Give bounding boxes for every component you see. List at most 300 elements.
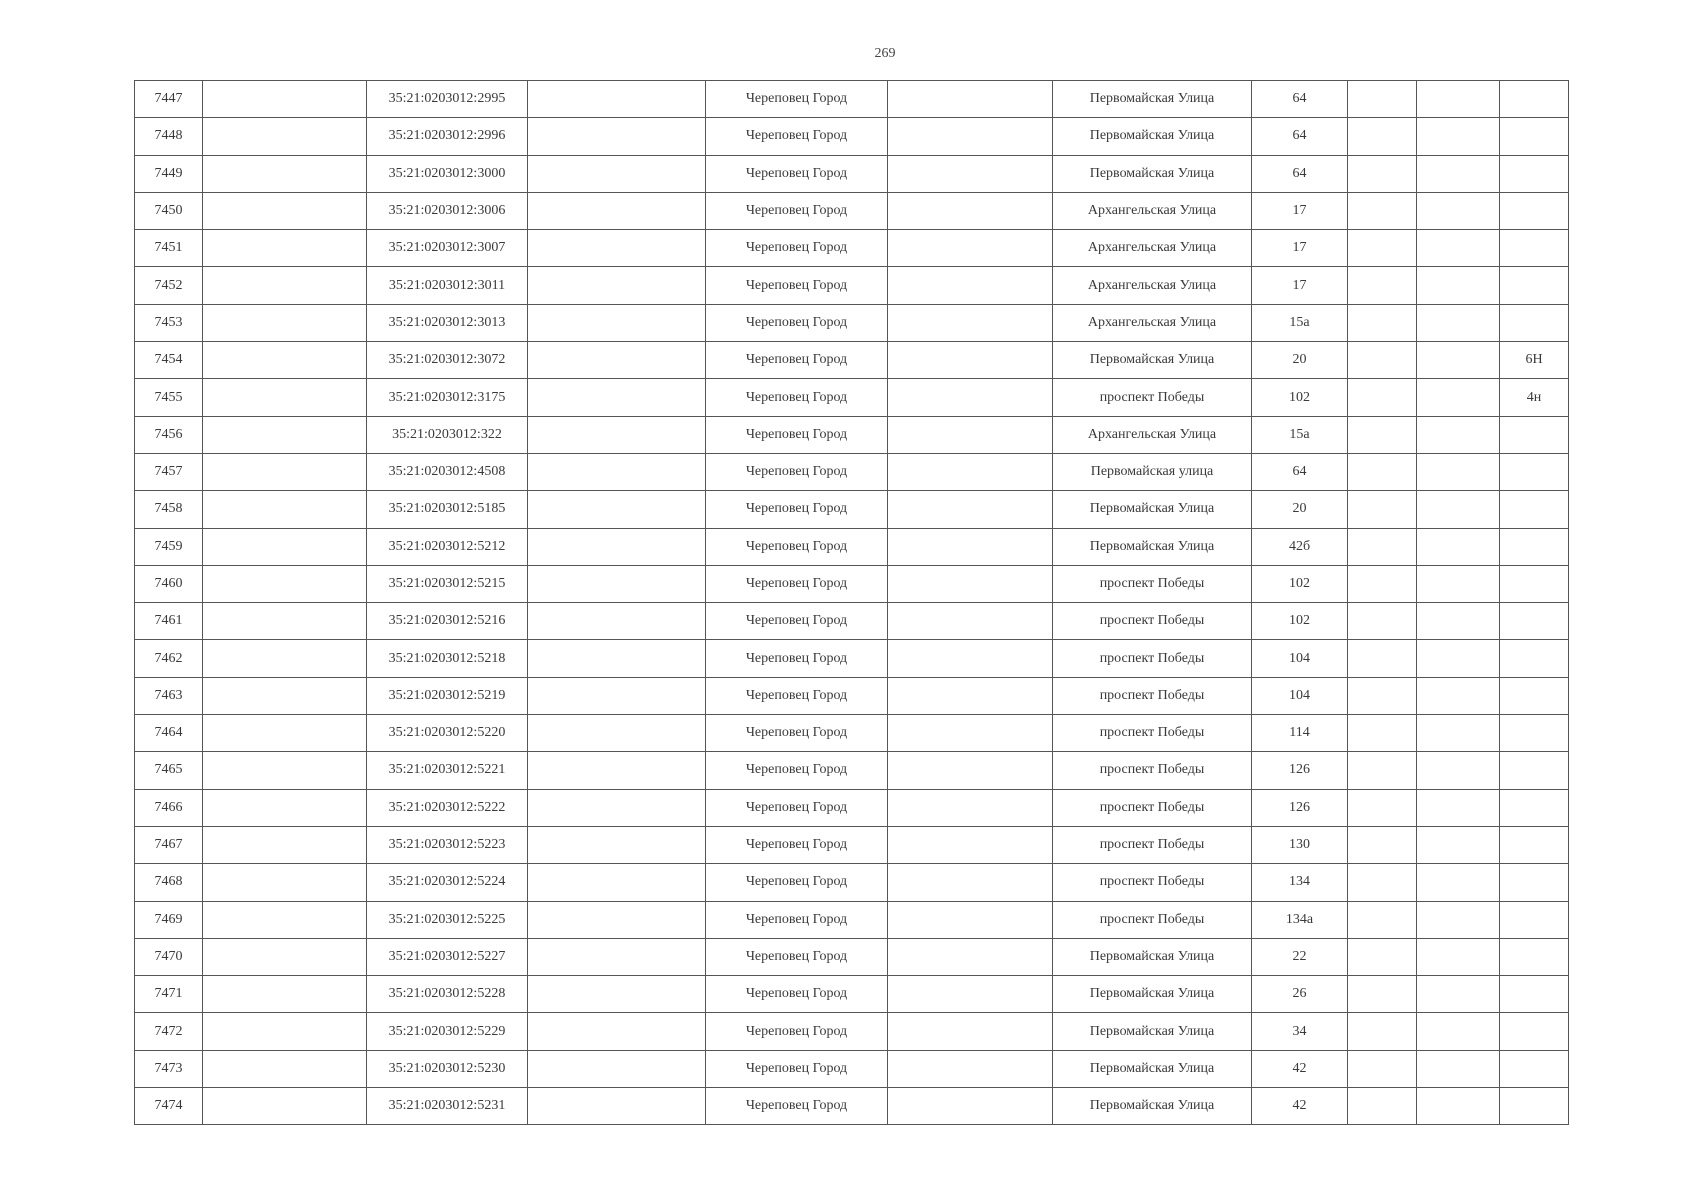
city-cell: Череповец Город	[706, 864, 888, 901]
room-cell	[1500, 1050, 1569, 1087]
empty-cell	[888, 640, 1053, 677]
room-cell	[1500, 1013, 1569, 1050]
street-cell: Первомайская Улица	[1053, 1013, 1252, 1050]
cadastral-number-cell: 35:21:0203012:5229	[367, 1013, 528, 1050]
empty-cell	[528, 416, 706, 453]
room-cell	[1500, 789, 1569, 826]
empty-cell	[1348, 976, 1417, 1013]
empty-cell	[888, 81, 1053, 118]
street-cell: Архангельская Улица	[1053, 230, 1252, 267]
room-cell	[1500, 528, 1569, 565]
table-row	[135, 1088, 1569, 1125]
row-number-cell: 7469	[135, 901, 203, 938]
street-cell: проспект Победы	[1053, 565, 1252, 602]
empty-cell	[528, 304, 706, 341]
empty-cell	[1417, 789, 1500, 826]
empty-cell	[203, 230, 367, 267]
house-number-cell: 20	[1252, 342, 1348, 379]
city-cell: Череповец Город	[706, 453, 888, 490]
empty-cell	[1348, 81, 1417, 118]
empty-cell	[888, 491, 1053, 528]
house-number-cell: 64	[1252, 453, 1348, 490]
row-number-cell: 7462	[135, 640, 203, 677]
empty-cell	[203, 342, 367, 379]
empty-cell	[1417, 491, 1500, 528]
room-cell	[1500, 565, 1569, 602]
row-number-cell: 7450	[135, 192, 203, 229]
empty-cell	[528, 230, 706, 267]
room-cell	[1500, 491, 1569, 528]
street-cell: проспект Победы	[1053, 603, 1252, 640]
row-number-cell: 7471	[135, 976, 203, 1013]
empty-cell	[528, 901, 706, 938]
table-row	[135, 938, 1569, 975]
empty-cell	[888, 864, 1053, 901]
city-cell: Череповец Город	[706, 528, 888, 565]
street-cell: Первомайская улица	[1053, 453, 1252, 490]
room-cell	[1500, 603, 1569, 640]
table-row	[135, 864, 1569, 901]
house-number-cell: 126	[1252, 789, 1348, 826]
empty-cell	[888, 826, 1053, 863]
empty-cell	[1417, 118, 1500, 155]
empty-cell	[1348, 901, 1417, 938]
cadastral-number-cell: 35:21:0203012:2995	[367, 81, 528, 118]
street-cell: проспект Победы	[1053, 677, 1252, 714]
table-row	[135, 640, 1569, 677]
empty-cell	[1417, 864, 1500, 901]
street-cell: Первомайская Улица	[1053, 1088, 1252, 1125]
empty-cell	[1417, 192, 1500, 229]
city-cell: Череповец Город	[706, 342, 888, 379]
empty-cell	[528, 118, 706, 155]
table-row	[135, 976, 1569, 1013]
cadastral-number-cell: 35:21:0203012:5224	[367, 864, 528, 901]
house-number-cell: 114	[1252, 715, 1348, 752]
cadastral-number-cell: 35:21:0203012:5218	[367, 640, 528, 677]
cadastral-number-cell: 35:21:0203012:5221	[367, 752, 528, 789]
empty-cell	[203, 677, 367, 714]
cadastral-number-cell: 35:21:0203012:4508	[367, 453, 528, 490]
row-number-cell: 7448	[135, 118, 203, 155]
city-cell: Череповец Город	[706, 267, 888, 304]
empty-cell	[528, 1050, 706, 1087]
empty-cell	[1348, 230, 1417, 267]
empty-cell	[888, 528, 1053, 565]
table-row	[135, 118, 1569, 155]
room-cell	[1500, 304, 1569, 341]
street-cell: Первомайская Улица	[1053, 155, 1252, 192]
empty-cell	[528, 715, 706, 752]
empty-cell	[1417, 677, 1500, 714]
empty-cell	[1348, 640, 1417, 677]
empty-cell	[528, 789, 706, 826]
table-row	[135, 752, 1569, 789]
empty-cell	[1417, 1050, 1500, 1087]
street-cell: Первомайская Улица	[1053, 1050, 1252, 1087]
cadastral-number-cell: 35:21:0203012:5220	[367, 715, 528, 752]
row-number-cell: 7461	[135, 603, 203, 640]
room-cell: 6Н	[1500, 342, 1569, 379]
empty-cell	[203, 752, 367, 789]
empty-cell	[1348, 752, 1417, 789]
row-number-cell: 7468	[135, 864, 203, 901]
empty-cell	[1417, 379, 1500, 416]
house-number-cell: 22	[1252, 938, 1348, 975]
empty-cell	[888, 1088, 1053, 1125]
room-cell	[1500, 938, 1569, 975]
empty-cell	[528, 864, 706, 901]
city-cell: Череповец Город	[706, 938, 888, 975]
empty-cell	[888, 230, 1053, 267]
empty-cell	[888, 715, 1053, 752]
page-number: 269	[874, 46, 896, 61]
cadastral-number-cell: 35:21:0203012:5223	[367, 826, 528, 863]
empty-cell	[1417, 1013, 1500, 1050]
empty-cell	[1417, 81, 1500, 118]
table-row	[135, 565, 1569, 602]
row-number-cell: 7447	[135, 81, 203, 118]
city-cell: Череповец Город	[706, 640, 888, 677]
row-number-cell: 7465	[135, 752, 203, 789]
empty-cell	[528, 603, 706, 640]
house-number-cell: 104	[1252, 640, 1348, 677]
cadastral-number-cell: 35:21:0203012:3007	[367, 230, 528, 267]
room-cell	[1500, 81, 1569, 118]
empty-cell	[528, 752, 706, 789]
empty-cell	[1348, 1050, 1417, 1087]
house-number-cell: 34	[1252, 1013, 1348, 1050]
room-cell	[1500, 155, 1569, 192]
cadastral-number-cell: 35:21:0203012:5230	[367, 1050, 528, 1087]
empty-cell	[1348, 864, 1417, 901]
house-number-cell: 102	[1252, 603, 1348, 640]
empty-cell	[203, 715, 367, 752]
cadastral-number-cell: 35:21:0203012:322	[367, 416, 528, 453]
empty-cell	[528, 267, 706, 304]
table-row	[135, 826, 1569, 863]
empty-cell	[888, 789, 1053, 826]
cadastral-number-cell: 35:21:0203012:2996	[367, 118, 528, 155]
empty-cell	[203, 603, 367, 640]
empty-cell	[888, 752, 1053, 789]
row-number-cell: 7472	[135, 1013, 203, 1050]
empty-cell	[888, 379, 1053, 416]
empty-cell	[1348, 192, 1417, 229]
house-number-cell: 42	[1252, 1050, 1348, 1087]
city-cell: Череповец Город	[706, 677, 888, 714]
empty-cell	[1417, 304, 1500, 341]
house-number-cell: 17	[1252, 192, 1348, 229]
table-row	[135, 267, 1569, 304]
room-cell	[1500, 192, 1569, 229]
row-number-cell: 7474	[135, 1088, 203, 1125]
empty-cell	[888, 267, 1053, 304]
empty-cell	[888, 1013, 1053, 1050]
empty-cell	[888, 453, 1053, 490]
city-cell: Череповец Город	[706, 192, 888, 229]
empty-cell	[1348, 603, 1417, 640]
empty-cell	[203, 379, 367, 416]
empty-cell	[528, 342, 706, 379]
empty-cell	[203, 976, 367, 1013]
cadastral-number-cell: 35:21:0203012:5215	[367, 565, 528, 602]
empty-cell	[1417, 565, 1500, 602]
empty-cell	[1348, 118, 1417, 155]
table-row	[135, 603, 1569, 640]
empty-cell	[1417, 640, 1500, 677]
row-number-cell: 7452	[135, 267, 203, 304]
row-number-cell: 7449	[135, 155, 203, 192]
cadastral-number-cell: 35:21:0203012:5228	[367, 976, 528, 1013]
empty-cell	[528, 640, 706, 677]
empty-cell	[1417, 267, 1500, 304]
city-cell: Череповец Город	[706, 379, 888, 416]
empty-cell	[1348, 938, 1417, 975]
empty-cell	[1417, 155, 1500, 192]
table-row	[135, 1013, 1569, 1050]
empty-cell	[1417, 603, 1500, 640]
table-row	[135, 81, 1569, 118]
room-cell	[1500, 230, 1569, 267]
empty-cell	[888, 901, 1053, 938]
row-number-cell: 7458	[135, 491, 203, 528]
cadastral-number-cell: 35:21:0203012:3013	[367, 304, 528, 341]
row-number-cell: 7453	[135, 304, 203, 341]
empty-cell	[1417, 752, 1500, 789]
empty-cell	[528, 1013, 706, 1050]
street-cell: Первомайская Улица	[1053, 491, 1252, 528]
empty-cell	[1348, 304, 1417, 341]
house-number-cell: 42	[1252, 1088, 1348, 1125]
empty-cell	[1417, 342, 1500, 379]
street-cell: проспект Победы	[1053, 379, 1252, 416]
empty-cell	[203, 938, 367, 975]
empty-cell	[203, 528, 367, 565]
room-cell	[1500, 677, 1569, 714]
street-cell: проспект Победы	[1053, 640, 1252, 677]
table-row	[135, 789, 1569, 826]
house-number-cell: 64	[1252, 81, 1348, 118]
street-cell: проспект Победы	[1053, 826, 1252, 863]
empty-cell	[1348, 565, 1417, 602]
street-cell: Архангельская Улица	[1053, 192, 1252, 229]
table-row	[135, 155, 1569, 192]
empty-cell	[888, 938, 1053, 975]
room-cell	[1500, 1088, 1569, 1125]
empty-cell	[528, 379, 706, 416]
house-number-cell: 17	[1252, 267, 1348, 304]
city-cell: Череповец Город	[706, 976, 888, 1013]
empty-cell	[203, 640, 367, 677]
city-cell: Череповец Город	[706, 901, 888, 938]
cadastral-number-cell: 35:21:0203012:3006	[367, 192, 528, 229]
empty-cell	[1348, 379, 1417, 416]
empty-cell	[888, 118, 1053, 155]
cadastral-number-cell: 35:21:0203012:3011	[367, 267, 528, 304]
table-row	[135, 677, 1569, 714]
empty-cell	[888, 565, 1053, 602]
empty-cell	[203, 826, 367, 863]
empty-cell	[1348, 715, 1417, 752]
empty-cell	[203, 565, 367, 602]
empty-cell	[203, 81, 367, 118]
empty-cell	[528, 565, 706, 602]
empty-cell	[1348, 453, 1417, 490]
empty-cell	[528, 938, 706, 975]
city-cell: Череповец Город	[706, 491, 888, 528]
empty-cell	[1417, 416, 1500, 453]
row-number-cell: 7464	[135, 715, 203, 752]
row-number-cell: 7473	[135, 1050, 203, 1087]
empty-cell	[528, 155, 706, 192]
city-cell: Череповец Город	[706, 155, 888, 192]
table-row	[135, 192, 1569, 229]
house-number-cell: 17	[1252, 230, 1348, 267]
empty-cell	[1348, 342, 1417, 379]
empty-cell	[203, 416, 367, 453]
empty-cell	[203, 118, 367, 155]
empty-cell	[203, 789, 367, 826]
empty-cell	[1348, 155, 1417, 192]
table-row	[135, 379, 1569, 416]
table-row	[135, 715, 1569, 752]
empty-cell	[203, 267, 367, 304]
cadastral-number-cell: 35:21:0203012:3000	[367, 155, 528, 192]
cadastral-number-cell: 35:21:0203012:5185	[367, 491, 528, 528]
house-number-cell: 64	[1252, 155, 1348, 192]
empty-cell	[1348, 267, 1417, 304]
empty-cell	[528, 677, 706, 714]
row-number-cell: 7454	[135, 342, 203, 379]
house-number-cell: 102	[1252, 379, 1348, 416]
empty-cell	[1417, 453, 1500, 490]
street-cell: Первомайская Улица	[1053, 528, 1252, 565]
cadastral-number-cell: 35:21:0203012:5225	[367, 901, 528, 938]
street-cell: Архангельская Улица	[1053, 267, 1252, 304]
empty-cell	[1417, 976, 1500, 1013]
house-number-cell: 15а	[1252, 304, 1348, 341]
cadastral-number-cell: 35:21:0203012:5219	[367, 677, 528, 714]
house-number-cell: 26	[1252, 976, 1348, 1013]
street-cell: Архангельская Улица	[1053, 416, 1252, 453]
street-cell: Архангельская Улица	[1053, 304, 1252, 341]
street-cell: проспект Победы	[1053, 864, 1252, 901]
cadastral-number-cell: 35:21:0203012:5212	[367, 528, 528, 565]
empty-cell	[528, 192, 706, 229]
room-cell	[1500, 640, 1569, 677]
empty-cell	[888, 603, 1053, 640]
street-cell: Первомайская Улица	[1053, 118, 1252, 155]
street-cell: Первомайская Улица	[1053, 938, 1252, 975]
street-cell: проспект Победы	[1053, 789, 1252, 826]
house-number-cell: 42б	[1252, 528, 1348, 565]
empty-cell	[1348, 789, 1417, 826]
table-body	[135, 81, 1569, 1125]
empty-cell	[1348, 491, 1417, 528]
empty-cell	[1417, 230, 1500, 267]
city-cell: Череповец Город	[706, 1050, 888, 1087]
house-number-cell: 64	[1252, 118, 1348, 155]
empty-cell	[528, 976, 706, 1013]
table-row	[135, 416, 1569, 453]
empty-cell	[528, 1088, 706, 1125]
empty-cell	[1348, 677, 1417, 714]
cadastral-number-cell: 35:21:0203012:5222	[367, 789, 528, 826]
cadastral-number-cell: 35:21:0203012:5227	[367, 938, 528, 975]
empty-cell	[203, 192, 367, 229]
empty-cell	[888, 155, 1053, 192]
house-number-cell: 20	[1252, 491, 1348, 528]
cadastral-number-cell: 35:21:0203012:5231	[367, 1088, 528, 1125]
empty-cell	[1417, 826, 1500, 863]
house-number-cell: 134а	[1252, 901, 1348, 938]
empty-cell	[203, 304, 367, 341]
house-number-cell: 126	[1252, 752, 1348, 789]
row-number-cell: 7451	[135, 230, 203, 267]
table-row	[135, 453, 1569, 490]
empty-cell	[528, 826, 706, 863]
row-number-cell: 7456	[135, 416, 203, 453]
row-number-cell: 7459	[135, 528, 203, 565]
city-cell: Череповец Город	[706, 752, 888, 789]
city-cell: Череповец Город	[706, 304, 888, 341]
table-row	[135, 342, 1569, 379]
empty-cell	[203, 155, 367, 192]
room-cell: 4н	[1500, 379, 1569, 416]
city-cell: Череповец Город	[706, 789, 888, 826]
empty-cell	[1417, 901, 1500, 938]
street-cell: Первомайская Улица	[1053, 81, 1252, 118]
city-cell: Череповец Город	[706, 416, 888, 453]
cadastral-number-cell: 35:21:0203012:5216	[367, 603, 528, 640]
empty-cell	[203, 491, 367, 528]
city-cell: Череповец Город	[706, 603, 888, 640]
row-number-cell: 7463	[135, 677, 203, 714]
city-cell: Череповец Город	[706, 715, 888, 752]
empty-cell	[203, 1013, 367, 1050]
empty-cell	[528, 528, 706, 565]
empty-cell	[203, 864, 367, 901]
row-number-cell: 7455	[135, 379, 203, 416]
room-cell	[1500, 864, 1569, 901]
empty-cell	[203, 1050, 367, 1087]
city-cell: Череповец Город	[706, 1013, 888, 1050]
city-cell: Череповец Город	[706, 118, 888, 155]
empty-cell	[1348, 416, 1417, 453]
city-cell: Череповец Город	[706, 826, 888, 863]
empty-cell	[1348, 1013, 1417, 1050]
empty-cell	[1348, 1088, 1417, 1125]
city-cell: Череповец Город	[706, 1088, 888, 1125]
street-cell: проспект Победы	[1053, 752, 1252, 789]
row-number-cell: 7466	[135, 789, 203, 826]
table-row	[135, 304, 1569, 341]
room-cell	[1500, 267, 1569, 304]
empty-cell	[203, 453, 367, 490]
room-cell	[1500, 715, 1569, 752]
room-cell	[1500, 901, 1569, 938]
street-cell: Первомайская Улица	[1053, 976, 1252, 1013]
row-number-cell: 7457	[135, 453, 203, 490]
empty-cell	[1417, 715, 1500, 752]
cadastral-number-cell: 35:21:0203012:3072	[367, 342, 528, 379]
empty-cell	[528, 453, 706, 490]
registry-table	[134, 80, 1569, 1125]
street-cell: проспект Победы	[1053, 901, 1252, 938]
house-number-cell: 134	[1252, 864, 1348, 901]
room-cell	[1500, 453, 1569, 490]
